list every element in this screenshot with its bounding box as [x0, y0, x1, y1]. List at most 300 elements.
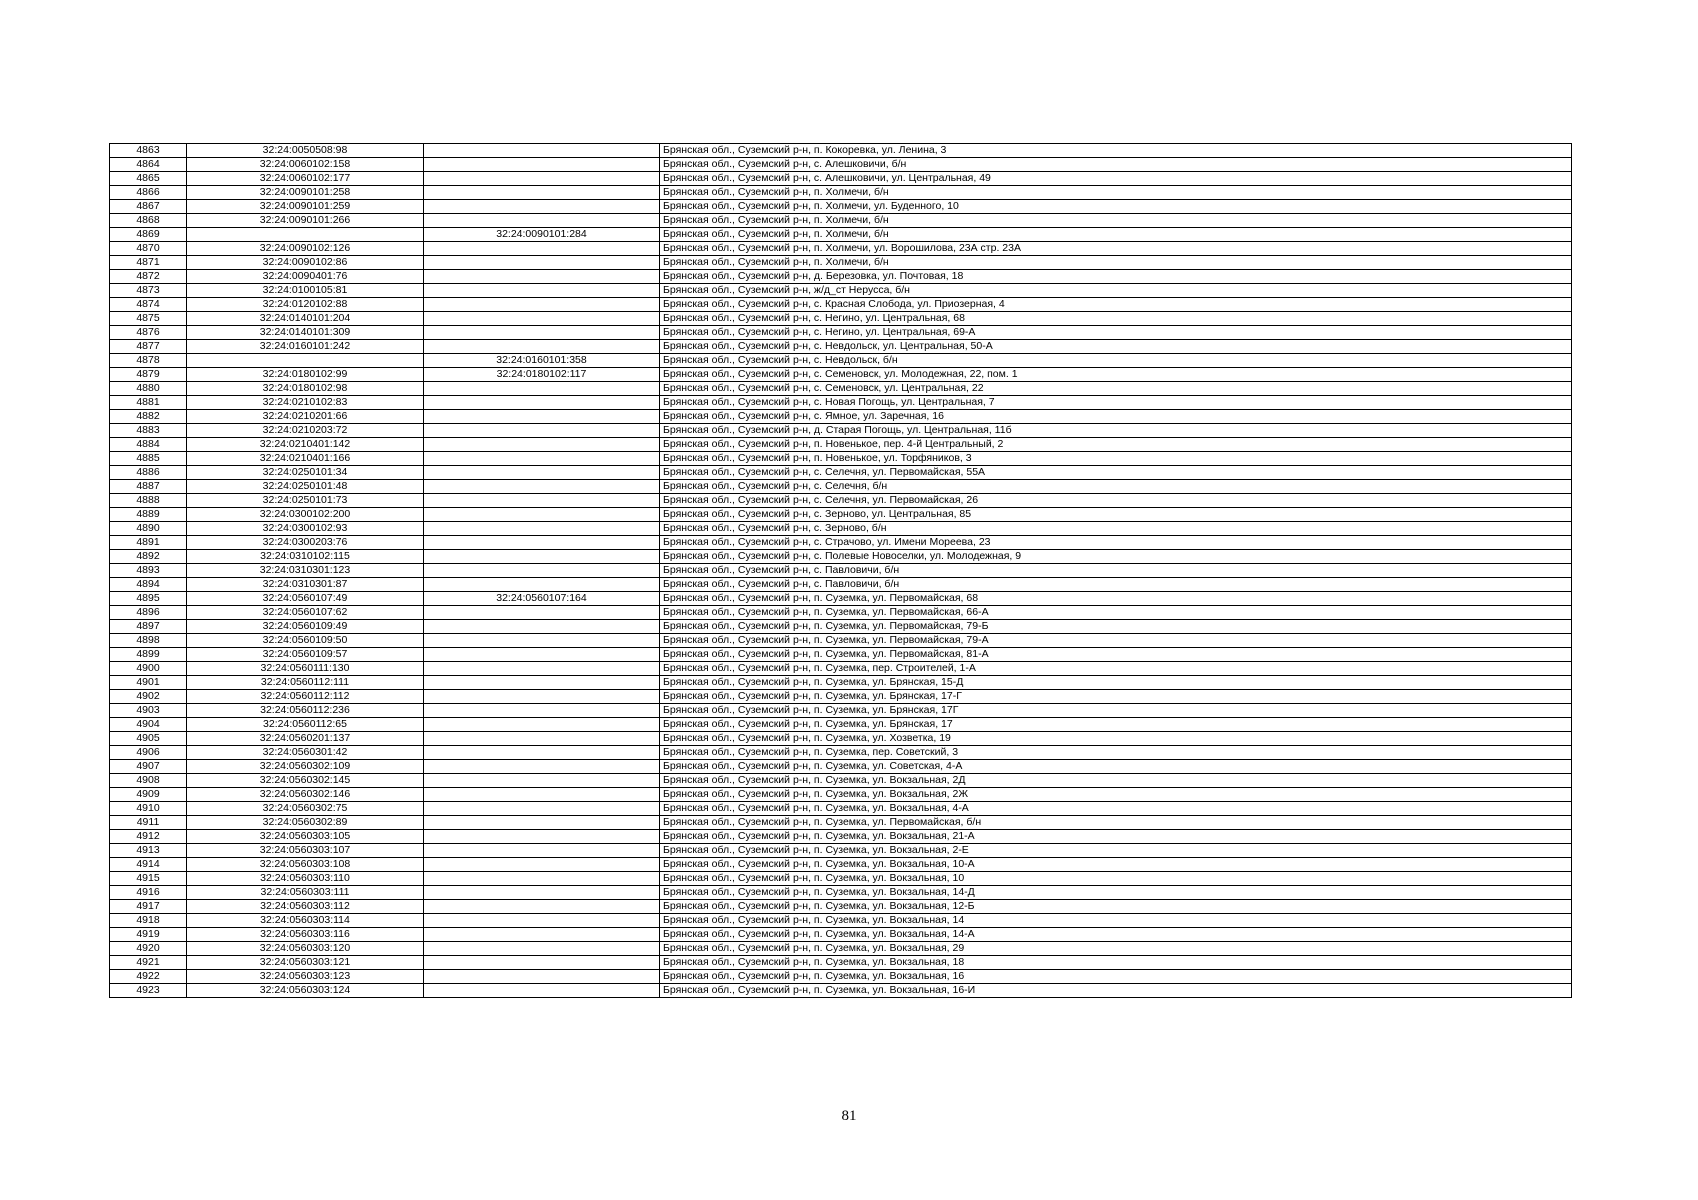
address-cell: Брянская обл., Суземский р-н, п. Суземка, пер. Советский, 3 — [660, 746, 1572, 760]
related-cadastral-number-cell — [424, 718, 660, 732]
address-cell: Брянская обл., Суземский р-н, п. Суземка, ул. Вокзальная, 12-Б — [660, 900, 1572, 914]
table-row — [110, 704, 1572, 718]
cadastral-number-cell: 32:24:0560107:62 — [187, 606, 424, 620]
table-row — [110, 494, 1572, 508]
row-number-cell: 4912 — [110, 830, 187, 844]
cadastral-number-cell: 32:24:0560107:49 — [187, 592, 424, 606]
related-cadastral-number-cell: 32:24:0160101:358 — [424, 354, 660, 368]
address-cell: Брянская обл., Суземский р-н, п. Суземка, ул. Первомайская, б/н — [660, 816, 1572, 830]
cadastral-number-cell: 32:24:0060102:177 — [187, 172, 424, 186]
row-number-cell: 4864 — [110, 158, 187, 172]
table-row — [110, 480, 1572, 494]
address-cell: Брянская обл., Суземский р-н, п. Суземка, ул. Вокзальная, 29 — [660, 942, 1572, 956]
row-number-cell: 4907 — [110, 760, 187, 774]
cadastral-number-cell: 32:24:0140101:204 — [187, 312, 424, 326]
cadastral-number-cell: 32:24:0310102:115 — [187, 550, 424, 564]
cadastral-number-cell: 32:24:0050508:98 — [187, 144, 424, 158]
related-cadastral-number-cell — [424, 172, 660, 186]
address-cell: Брянская обл., Суземский р-н, п. Новенькое, пер. 4-й Центральный, 2 — [660, 438, 1572, 452]
related-cadastral-number-cell — [424, 438, 660, 452]
cadastral-number-cell: 32:24:0180102:98 — [187, 382, 424, 396]
row-number-cell: 4875 — [110, 312, 187, 326]
address-cell: Брянская обл., Суземский р-н, п. Суземка, ул. Советская, 4-А — [660, 760, 1572, 774]
cadastral-number-cell: 32:24:0140101:309 — [187, 326, 424, 340]
table-row — [110, 676, 1572, 690]
related-cadastral-number-cell — [424, 186, 660, 200]
related-cadastral-number-cell — [424, 550, 660, 564]
row-number-cell: 4923 — [110, 984, 187, 998]
address-cell: Брянская обл., Суземский р-н, с. Ямное, ул. Заречная, 16 — [660, 410, 1572, 424]
row-number-cell: 4874 — [110, 298, 187, 312]
table-row — [110, 872, 1572, 886]
address-cell: Брянская обл., Суземский р-н, п. Суземка, ул. Брянская, 15-Д — [660, 676, 1572, 690]
table-row — [110, 662, 1572, 676]
cadastral-number-cell: 32:24:0560303:108 — [187, 858, 424, 872]
row-number-cell: 4898 — [110, 634, 187, 648]
table-row — [110, 858, 1572, 872]
address-cell: Брянская обл., Суземский р-н, с. Павловичи, б/н — [660, 564, 1572, 578]
table-row — [110, 760, 1572, 774]
table-row — [110, 564, 1572, 578]
cadastral-number-cell: 32:24:0180102:99 — [187, 368, 424, 382]
table-row — [110, 410, 1572, 424]
row-number-cell: 4910 — [110, 802, 187, 816]
row-number-cell: 4880 — [110, 382, 187, 396]
cadastral-number-cell: 32:24:0560111:130 — [187, 662, 424, 676]
address-cell: Брянская обл., Суземский р-н, с. Семеновск, ул. Центральная, 22 — [660, 382, 1572, 396]
table-row — [110, 578, 1572, 592]
related-cadastral-number-cell — [424, 928, 660, 942]
row-number-cell: 4921 — [110, 956, 187, 970]
row-number-cell: 4895 — [110, 592, 187, 606]
row-number-cell: 4908 — [110, 774, 187, 788]
cadastral-number-cell: 32:24:0250101:48 — [187, 480, 424, 494]
address-cell: Брянская обл., Суземский р-н, с. Селечня, ул. Первомайская, 26 — [660, 494, 1572, 508]
address-cell: Брянская обл., Суземский р-н, с. Зерново, ул. Центральная, 85 — [660, 508, 1572, 522]
cadastral-number-cell: 32:24:0090102:126 — [187, 242, 424, 256]
row-number-cell: 4906 — [110, 746, 187, 760]
related-cadastral-number-cell: 32:24:0180102:117 — [424, 368, 660, 382]
related-cadastral-number-cell — [424, 634, 660, 648]
address-cell: Брянская обл., Суземский р-н, п. Суземка, ул. Вокзальная, 2-Е — [660, 844, 1572, 858]
table-row — [110, 914, 1572, 928]
row-number-cell: 4892 — [110, 550, 187, 564]
row-number-cell: 4894 — [110, 578, 187, 592]
cadastral-number-cell: 32:24:0560302:145 — [187, 774, 424, 788]
cadastral-number-cell: 32:24:0560112:111 — [187, 676, 424, 690]
address-cell: Брянская обл., Суземский р-н, с. Зерново, б/н — [660, 522, 1572, 536]
table-row — [110, 270, 1572, 284]
cadastral-number-cell: 32:24:0560303:120 — [187, 942, 424, 956]
related-cadastral-number-cell — [424, 662, 660, 676]
cadastral-number-cell: 32:24:0560303:110 — [187, 872, 424, 886]
table-row — [110, 354, 1572, 368]
table-row — [110, 144, 1572, 158]
cadastral-number-cell: 32:24:0120102:88 — [187, 298, 424, 312]
table-row — [110, 746, 1572, 760]
cadastral-number-cell: 32:24:0210102:83 — [187, 396, 424, 410]
table-row — [110, 284, 1572, 298]
row-number-cell: 4884 — [110, 438, 187, 452]
cadastral-number-cell — [187, 354, 424, 368]
address-cell: Брянская обл., Суземский р-н, с. Страчово, ул. Имени Мореева, 23 — [660, 536, 1572, 550]
address-cell: Брянская обл., Суземский р-н, с. Алешковичи, ул. Центральная, 49 — [660, 172, 1572, 186]
related-cadastral-number-cell — [424, 872, 660, 886]
table-row — [110, 508, 1572, 522]
cadastral-number-cell: 32:24:0560303:105 — [187, 830, 424, 844]
address-cell: Брянская обл., Суземский р-н, с. Красная Слобода, ул. Приозерная, 4 — [660, 298, 1572, 312]
row-number-cell: 4868 — [110, 214, 187, 228]
related-cadastral-number-cell — [424, 942, 660, 956]
row-number-cell: 4872 — [110, 270, 187, 284]
row-number-cell: 4878 — [110, 354, 187, 368]
table-row — [110, 242, 1572, 256]
page-number: 81 — [841, 1108, 857, 1124]
table-row — [110, 396, 1572, 410]
row-number-cell: 4876 — [110, 326, 187, 340]
row-number-cell: 4900 — [110, 662, 187, 676]
related-cadastral-number-cell — [424, 256, 660, 270]
address-cell: Брянская обл., Суземский р-н, с. Полевые Новоселки, ул. Молодежная, 9 — [660, 550, 1572, 564]
table-row — [110, 970, 1572, 984]
address-cell: Брянская обл., Суземский р-н, д. Старая Погощь, ул. Центральная, 11б — [660, 424, 1572, 438]
related-cadastral-number-cell — [424, 522, 660, 536]
cadastral-number-cell: 32:24:0560303:123 — [187, 970, 424, 984]
related-cadastral-number-cell: 32:24:0090101:284 — [424, 228, 660, 242]
cadastral-number-cell: 32:24:0090101:258 — [187, 186, 424, 200]
row-number-cell: 4871 — [110, 256, 187, 270]
address-cell: Брянская обл., Суземский р-н, п. Суземка, ул. Хозветка, 19 — [660, 732, 1572, 746]
cadastral-number-cell: 32:24:0560303:111 — [187, 886, 424, 900]
related-cadastral-number-cell — [424, 466, 660, 480]
cadastral-number-cell: 32:24:0560302:75 — [187, 802, 424, 816]
related-cadastral-number-cell — [424, 578, 660, 592]
related-cadastral-number-cell — [424, 382, 660, 396]
row-number-cell: 4911 — [110, 816, 187, 830]
address-cell: Брянская обл., Суземский р-н, п. Суземка, ул. Вокзальная, 18 — [660, 956, 1572, 970]
table-row — [110, 466, 1572, 480]
address-cell: Брянская обл., Суземский р-н, п. Суземка, ул. Вокзальная, 14-Д — [660, 886, 1572, 900]
table-row — [110, 802, 1572, 816]
cadastral-number-cell: 32:24:0060102:158 — [187, 158, 424, 172]
row-number-cell: 4888 — [110, 494, 187, 508]
address-cell: Брянская обл., Суземский р-н, п. Суземка, ул. Вокзальная, 10 — [660, 872, 1572, 886]
cadastral-number-cell: 32:24:0300102:93 — [187, 522, 424, 536]
related-cadastral-number-cell — [424, 284, 660, 298]
row-number-cell: 4922 — [110, 970, 187, 984]
cadastral-number-cell: 32:24:0560112:65 — [187, 718, 424, 732]
related-cadastral-number-cell — [424, 788, 660, 802]
related-cadastral-number-cell — [424, 704, 660, 718]
address-cell: Брянская обл., Суземский р-н, с. Невдольск, б/н — [660, 354, 1572, 368]
related-cadastral-number-cell — [424, 900, 660, 914]
address-cell: Брянская обл., Суземский р-н, п. Холмечи, б/н — [660, 214, 1572, 228]
address-cell: Брянская обл., Суземский р-н, с. Алешковичи, б/н — [660, 158, 1572, 172]
address-cell: Брянская обл., Суземский р-н, п. Суземка, ул. Первомайская, 81-А — [660, 648, 1572, 662]
row-number-cell: 4867 — [110, 200, 187, 214]
table-row — [110, 620, 1572, 634]
table-row — [110, 634, 1572, 648]
table-row — [110, 830, 1572, 844]
related-cadastral-number-cell — [424, 536, 660, 550]
row-number-cell: 4877 — [110, 340, 187, 354]
address-cell: Брянская обл., Суземский р-н, п. Суземка, ул. Брянская, 17-Г — [660, 690, 1572, 704]
related-cadastral-number-cell — [424, 270, 660, 284]
table-row — [110, 424, 1572, 438]
address-cell: Брянская обл., Суземский р-н, ж/д_ст Нерусса, б/н — [660, 284, 1572, 298]
row-number-cell: 4865 — [110, 172, 187, 186]
row-number-cell: 4903 — [110, 704, 187, 718]
address-cell: Брянская обл., Суземский р-н, п. Суземка, ул. Вокзальная, 4-А — [660, 802, 1572, 816]
address-cell: Брянская обл., Суземский р-н, п. Суземка, ул. Вокзальная, 16 — [660, 970, 1572, 984]
address-cell: Брянская обл., Суземский р-н, п. Суземка, ул. Первомайская, 79-А — [660, 634, 1572, 648]
address-cell: Брянская обл., Суземский р-н, п. Холмечи, б/н — [660, 256, 1572, 270]
table-row — [110, 718, 1572, 732]
related-cadastral-number-cell — [424, 410, 660, 424]
row-number-cell: 4899 — [110, 648, 187, 662]
address-cell: Брянская обл., Суземский р-н, д. Березовка, ул. Почтовая, 18 — [660, 270, 1572, 284]
table-row — [110, 816, 1572, 830]
related-cadastral-number-cell — [424, 158, 660, 172]
row-number-cell: 4869 — [110, 228, 187, 242]
related-cadastral-number-cell — [424, 144, 660, 158]
address-cell: Брянская обл., Суземский р-н, с. Семеновск, ул. Молодежная, 22, пом. 1 — [660, 368, 1572, 382]
table-row — [110, 382, 1572, 396]
table-row — [110, 690, 1572, 704]
table-row — [110, 326, 1572, 340]
related-cadastral-number-cell: 32:24:0560107:164 — [424, 592, 660, 606]
related-cadastral-number-cell — [424, 956, 660, 970]
cadastral-number-cell: 32:24:0090401:76 — [187, 270, 424, 284]
address-cell: Брянская обл., Суземский р-н, п. Суземка, ул. Вокзальная, 14-А — [660, 928, 1572, 942]
related-cadastral-number-cell — [424, 760, 660, 774]
table-row — [110, 298, 1572, 312]
related-cadastral-number-cell — [424, 242, 660, 256]
related-cadastral-number-cell — [424, 452, 660, 466]
address-cell: Брянская обл., Суземский р-н, п. Суземка, ул. Вокзальная, 16-И — [660, 984, 1572, 998]
row-number-cell: 4881 — [110, 396, 187, 410]
row-number-cell: 4920 — [110, 942, 187, 956]
related-cadastral-number-cell — [424, 648, 660, 662]
address-cell: Брянская обл., Суземский р-н, п. Холмечи, ул. Буденного, 10 — [660, 200, 1572, 214]
table-row — [110, 340, 1572, 354]
row-number-cell: 4904 — [110, 718, 187, 732]
table-row — [110, 732, 1572, 746]
cadastral-number-cell: 32:24:0560109:50 — [187, 634, 424, 648]
related-cadastral-number-cell — [424, 606, 660, 620]
row-number-cell: 4914 — [110, 858, 187, 872]
row-number-cell: 4863 — [110, 144, 187, 158]
row-number-cell: 4893 — [110, 564, 187, 578]
table-row — [110, 886, 1572, 900]
related-cadastral-number-cell — [424, 312, 660, 326]
row-number-cell: 4896 — [110, 606, 187, 620]
table-row — [110, 900, 1572, 914]
related-cadastral-number-cell — [424, 480, 660, 494]
related-cadastral-number-cell — [424, 326, 660, 340]
related-cadastral-number-cell — [424, 424, 660, 438]
cadastral-number-cell: 32:24:0250101:34 — [187, 466, 424, 480]
cadastral-number-cell: 32:24:0090101:266 — [187, 214, 424, 228]
table-row — [110, 956, 1572, 970]
property-register-table — [109, 143, 1572, 998]
row-number-cell: 4901 — [110, 676, 187, 690]
table-row — [110, 452, 1572, 466]
cadastral-number-cell: 32:24:0560303:116 — [187, 928, 424, 942]
table-row — [110, 844, 1572, 858]
address-cell: Брянская обл., Суземский р-н, п. Суземка, ул. Вокзальная, 2Ж — [660, 788, 1572, 802]
related-cadastral-number-cell — [424, 914, 660, 928]
related-cadastral-number-cell — [424, 690, 660, 704]
cadastral-number-cell: 32:24:0560302:89 — [187, 816, 424, 830]
table-row — [110, 256, 1572, 270]
cadastral-number-cell: 32:24:0090101:259 — [187, 200, 424, 214]
row-number-cell: 4887 — [110, 480, 187, 494]
related-cadastral-number-cell — [424, 200, 660, 214]
table-row — [110, 606, 1572, 620]
cadastral-number-cell: 32:24:0210201:66 — [187, 410, 424, 424]
cadastral-number-cell: 32:24:0560109:49 — [187, 620, 424, 634]
cadastral-number-cell: 32:24:0560303:107 — [187, 844, 424, 858]
row-number-cell: 4905 — [110, 732, 187, 746]
related-cadastral-number-cell — [424, 886, 660, 900]
table-row — [110, 368, 1572, 382]
table-row — [110, 312, 1572, 326]
row-number-cell: 4916 — [110, 886, 187, 900]
address-cell: Брянская обл., Суземский р-н, п. Суземка, ул. Первомайская, 79-Б — [660, 620, 1572, 634]
table-row — [110, 550, 1572, 564]
register-table-body — [110, 144, 1572, 998]
cadastral-number-cell: 32:24:0100105:81 — [187, 284, 424, 298]
address-cell: Брянская обл., Суземский р-н, п. Суземка, ул. Брянская, 17 — [660, 718, 1572, 732]
row-number-cell: 4866 — [110, 186, 187, 200]
address-cell: Брянская обл., Суземский р-н, п. Суземка, ул. Первомайская, 68 — [660, 592, 1572, 606]
table-row — [110, 592, 1572, 606]
row-number-cell: 4917 — [110, 900, 187, 914]
related-cadastral-number-cell — [424, 970, 660, 984]
row-number-cell: 4885 — [110, 452, 187, 466]
related-cadastral-number-cell — [424, 508, 660, 522]
row-number-cell: 4909 — [110, 788, 187, 802]
address-cell: Брянская обл., Суземский р-н, с. Селечня, ул. Первомайская, 55А — [660, 466, 1572, 480]
related-cadastral-number-cell — [424, 732, 660, 746]
cadastral-number-cell: 32:24:0560303:112 — [187, 900, 424, 914]
address-cell: Брянская обл., Суземский р-н, п. Суземка, ул. Вокзальная, 2Д — [660, 774, 1572, 788]
related-cadastral-number-cell — [424, 816, 660, 830]
address-cell: Брянская обл., Суземский р-н, с. Негино, ул. Центральная, 69-А — [660, 326, 1572, 340]
cadastral-number-cell: 32:24:0560303:124 — [187, 984, 424, 998]
row-number-cell: 4913 — [110, 844, 187, 858]
cadastral-number-cell: 32:24:0310301:123 — [187, 564, 424, 578]
table-row — [110, 158, 1572, 172]
table-row — [110, 536, 1572, 550]
table-row — [110, 438, 1572, 452]
address-cell: Брянская обл., Суземский р-н, п. Холмечи, ул. Ворошилова, 23А стр. 23А — [660, 242, 1572, 256]
cadastral-number-cell: 32:24:0560301:42 — [187, 746, 424, 760]
address-cell: Брянская обл., Суземский р-н, п. Суземка, ул. Вокзальная, 14 — [660, 914, 1572, 928]
row-number-cell: 4919 — [110, 928, 187, 942]
row-number-cell: 4889 — [110, 508, 187, 522]
related-cadastral-number-cell — [424, 340, 660, 354]
cadastral-number-cell — [187, 228, 424, 242]
row-number-cell: 4886 — [110, 466, 187, 480]
address-cell: Брянская обл., Суземский р-н, п. Суземка, ул. Вокзальная, 10-А — [660, 858, 1572, 872]
address-cell: Брянская обл., Суземский р-н, п. Суземка, пер. Строителей, 1-А — [660, 662, 1572, 676]
row-number-cell: 4879 — [110, 368, 187, 382]
row-number-cell: 4918 — [110, 914, 187, 928]
related-cadastral-number-cell — [424, 494, 660, 508]
table-row — [110, 942, 1572, 956]
related-cadastral-number-cell — [424, 214, 660, 228]
address-cell: Брянская обл., Суземский р-н, п. Холмечи, б/н — [660, 186, 1572, 200]
address-cell: Брянская обл., Суземский р-н, п. Суземка, ул. Первомайская, 66-А — [660, 606, 1572, 620]
row-number-cell: 4882 — [110, 410, 187, 424]
address-cell: Брянская обл., Суземский р-н, с. Селечня, б/н — [660, 480, 1572, 494]
cadastral-number-cell: 32:24:0160101:242 — [187, 340, 424, 354]
table-row — [110, 788, 1572, 802]
address-cell: Брянская обл., Суземский р-н, п. Суземка, ул. Вокзальная, 21-А — [660, 830, 1572, 844]
table-row — [110, 522, 1572, 536]
related-cadastral-number-cell — [424, 830, 660, 844]
cadastral-number-cell: 32:24:0210401:166 — [187, 452, 424, 466]
row-number-cell: 4915 — [110, 872, 187, 886]
address-cell: Брянская обл., Суземский р-н, п. Холмечи, б/н — [660, 228, 1572, 242]
cadastral-number-cell: 32:24:0310301:87 — [187, 578, 424, 592]
cadastral-number-cell: 32:24:0560303:121 — [187, 956, 424, 970]
cadastral-number-cell: 32:24:0560109:57 — [187, 648, 424, 662]
related-cadastral-number-cell — [424, 298, 660, 312]
related-cadastral-number-cell — [424, 564, 660, 578]
address-cell: Брянская обл., Суземский р-н, п. Суземка, ул. Брянская, 17Г — [660, 704, 1572, 718]
address-cell: Брянская обл., Суземский р-н, с. Новая Погощь, ул. Центральная, 7 — [660, 396, 1572, 410]
address-cell: Брянская обл., Суземский р-н, с. Негино, ул. Центральная, 68 — [660, 312, 1572, 326]
table-row — [110, 648, 1572, 662]
table-row — [110, 172, 1572, 186]
row-number-cell: 4897 — [110, 620, 187, 634]
related-cadastral-number-cell — [424, 858, 660, 872]
row-number-cell: 4890 — [110, 522, 187, 536]
table-row — [110, 186, 1572, 200]
table-row — [110, 228, 1572, 242]
address-cell: Брянская обл., Суземский р-н, с. Невдольск, ул. Центральная, 50-А — [660, 340, 1572, 354]
cadastral-number-cell: 32:24:0250101:73 — [187, 494, 424, 508]
cadastral-number-cell: 32:24:0300102:200 — [187, 508, 424, 522]
cadastral-number-cell: 32:24:0210401:142 — [187, 438, 424, 452]
related-cadastral-number-cell — [424, 844, 660, 858]
cadastral-number-cell: 32:24:0300203:76 — [187, 536, 424, 550]
related-cadastral-number-cell — [424, 396, 660, 410]
cadastral-number-cell: 32:24:0560112:236 — [187, 704, 424, 718]
table-row — [110, 984, 1572, 998]
row-number-cell: 4902 — [110, 690, 187, 704]
related-cadastral-number-cell — [424, 984, 660, 998]
related-cadastral-number-cell — [424, 802, 660, 816]
address-cell: Брянская обл., Суземский р-н, п. Кокоревка, ул. Ленина, 3 — [660, 144, 1572, 158]
row-number-cell: 4883 — [110, 424, 187, 438]
row-number-cell: 4870 — [110, 242, 187, 256]
table-row — [110, 200, 1572, 214]
cadastral-number-cell: 32:24:0560302:109 — [187, 760, 424, 774]
table-row — [110, 214, 1572, 228]
cadastral-number-cell: 32:24:0560201:137 — [187, 732, 424, 746]
address-cell: Брянская обл., Суземский р-н, с. Павловичи, б/н — [660, 578, 1572, 592]
related-cadastral-number-cell — [424, 676, 660, 690]
table-row — [110, 928, 1572, 942]
row-number-cell: 4873 — [110, 284, 187, 298]
row-number-cell: 4891 — [110, 536, 187, 550]
related-cadastral-number-cell — [424, 620, 660, 634]
cadastral-number-cell: 32:24:0090102:86 — [187, 256, 424, 270]
